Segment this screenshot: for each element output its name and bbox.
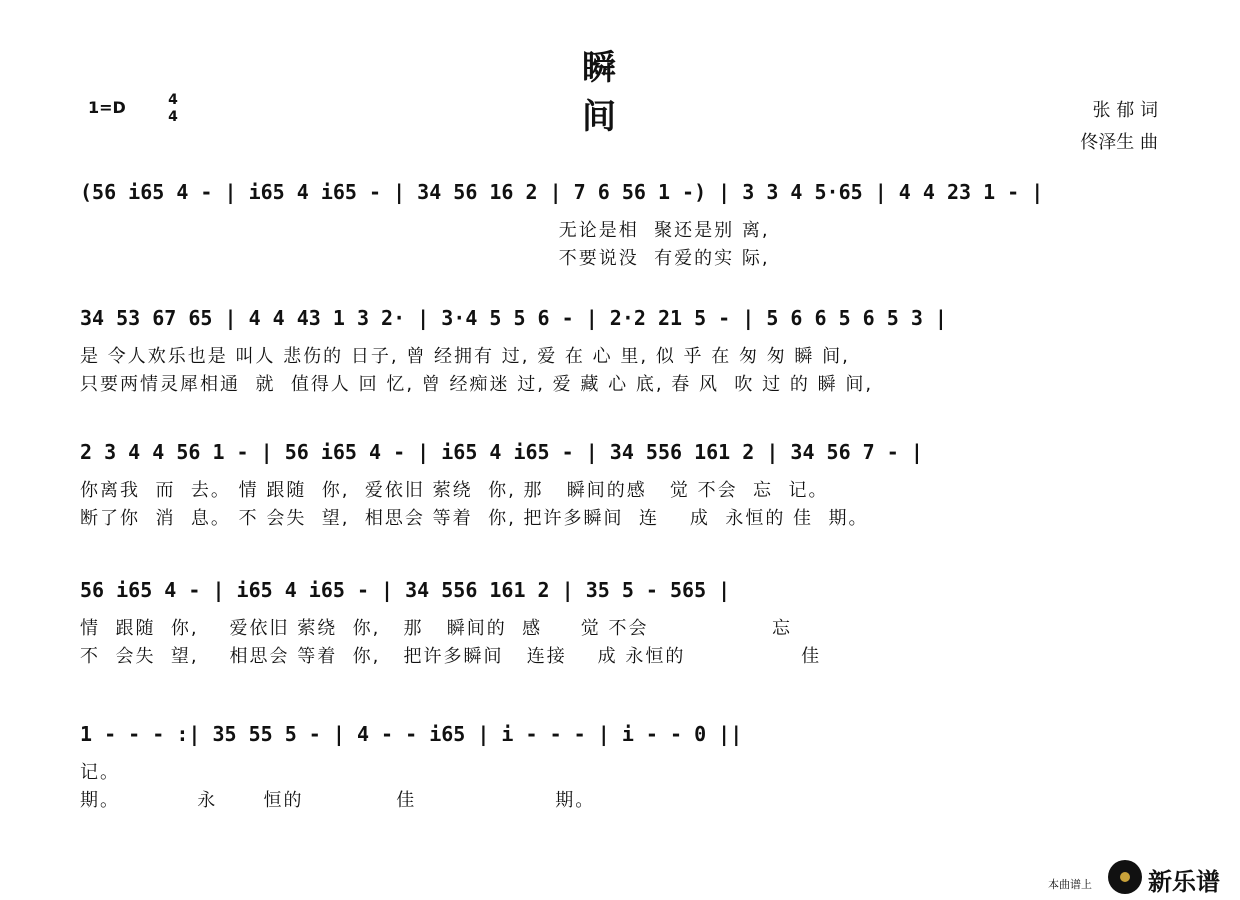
lyric-verse-1: 情 跟随 你, 爱依旧 萦绕 你, 那 瞬间的 感 觉 不会 忘 <box>80 618 793 639</box>
notation-row <box>80 714 1160 754</box>
lyric-verse-2: 断了你 消 息。 不 会失 望, 相思会 等着 你, 把许多瞬间 连 成 永恒的 佳 期。 <box>80 508 869 529</box>
notation-text: (56 i65 4 - | i65 4 i65 - | 34 56 16 2 | 7 6 56 1 -) | 3 3 4 5·65 | 4 4 23 1 - | <box>80 180 1044 204</box>
brand-logo[interactable] <box>1108 858 1234 896</box>
lyricist-credit: 张 郁 词 <box>1092 100 1158 121</box>
composer-credit: 佟泽生 曲 <box>1080 132 1158 153</box>
time-signature <box>166 92 180 126</box>
score-line-5 <box>80 714 1170 864</box>
notation-text: 56 i65 4 - | i65 4 i65 - | 34 556 161 2 | 35 5 - 565 | <box>80 578 731 602</box>
lyric-verse-2: 不 会失 望, 相思会 等着 你, 把许多瞬间 连接 成 永恒的 佳 <box>80 646 822 667</box>
key-signature: 1=D <box>88 98 126 117</box>
notation-text: 34 53 67 65 | 4 4 43 1 3 2· | 3·4 5 5 6 - | 2·2 21 5 - | 5 6 6 5 6 5 3 | <box>80 306 947 330</box>
lyric-verse-2: 不要说没 有爱的实 际, <box>80 248 770 269</box>
lyric-verse-1: 无论是相 聚还是别 离, <box>80 220 770 241</box>
vinyl-disc-icon <box>1108 860 1142 894</box>
notation-text: 1 - - - :| 35 55 5 - | 4 - - i65 | i - - - | i - - 0 || <box>80 722 743 746</box>
lyric-verse-2: 只要两情灵犀相通 就 值得人 回 忆, 曾 经痴迷 过, 爱 藏 心 底, 春 风 吹 过 的 瞬 间, <box>80 374 874 395</box>
score-line-2 <box>80 298 1170 448</box>
song-title: 瞬 间 <box>582 48 658 137</box>
score-line-4 <box>80 570 1170 720</box>
time-signature-bottom: 4 <box>168 109 178 125</box>
lyric-verse-1: 记。 <box>80 762 120 783</box>
lyric-verse-2: 期。 永 恒的 佳 期。 <box>80 790 596 811</box>
notation-row <box>80 570 1160 610</box>
notation-row <box>80 172 1160 212</box>
notation-row <box>80 298 1160 338</box>
lyric-verse-1: 是 令人欢乐也是 叫人 悲伤的 日子, 曾 经拥有 过, 爱 在 心 里, 似 乎 在 匆 匆 瞬 间, <box>80 346 850 367</box>
time-signature-top: 4 <box>168 92 178 108</box>
footer-note: 本曲谱上 <box>1048 878 1092 891</box>
lyric-verse-1: 你离我 而 去。 情 跟随 你, 爱依旧 萦绕 你, 那 瞬间的感 觉 不会 忘 记。 <box>80 480 829 501</box>
brand-name: 新乐谱 <box>1148 868 1220 896</box>
notation-text: 2 3 4 4 56 1 - | 56 i65 4 - | i65 4 i65 - | 34 556 161 2 | 34 56 7 - | <box>80 440 923 464</box>
notation-row <box>80 432 1160 472</box>
score-line-3 <box>80 432 1170 582</box>
